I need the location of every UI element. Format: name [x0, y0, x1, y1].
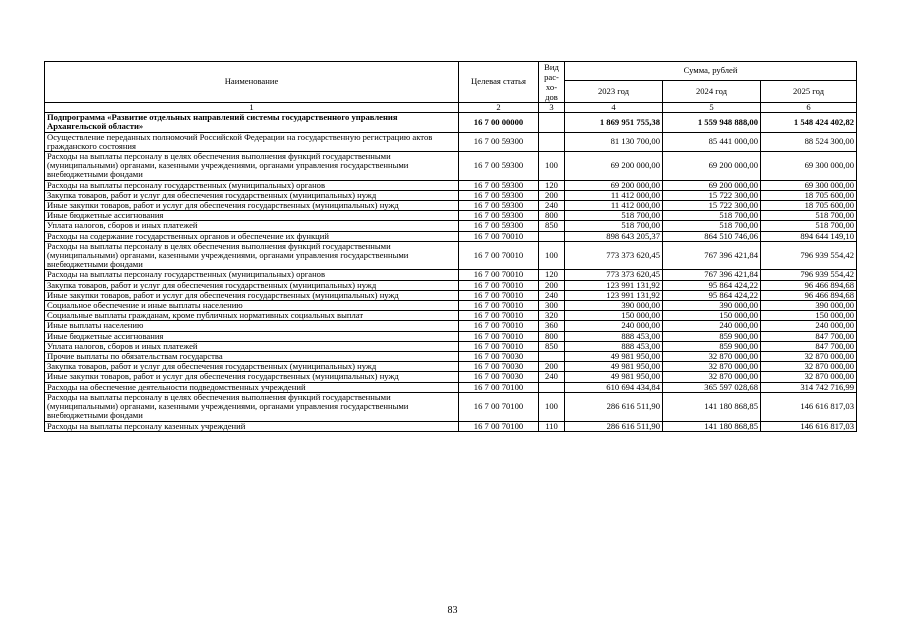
row-sum-2024: 95 864 424,22 — [663, 290, 761, 300]
row-sum-2024: 69 200 000,00 — [663, 152, 761, 181]
row-sum-2025: 390 000,00 — [761, 301, 857, 311]
row-target-article: 16 7 00 59300 — [459, 201, 539, 211]
row-target-article: 16 7 00 70010 — [459, 270, 539, 280]
row-expense-type — [539, 231, 565, 241]
row-sum-2025: 847 700,00 — [761, 331, 857, 341]
row-name: Закупка товаров, работ и услуг для обеспечения государственных (муниципальных) нужд — [45, 280, 459, 290]
row-sum-2025: 18 705 600,00 — [761, 201, 857, 211]
row-expense-type — [539, 352, 565, 362]
row-sum-2023: 123 991 131,92 — [565, 290, 663, 300]
row-sum-2025: 150 000,00 — [761, 311, 857, 321]
table-row — [45, 241, 857, 270]
row-sum-2024: 32 870 000,00 — [663, 362, 761, 372]
row-sum-2023: 49 981 950,00 — [565, 372, 663, 382]
table-row — [45, 382, 857, 392]
row-expense-type: 240 — [539, 290, 565, 300]
column-number: 3 — [539, 103, 565, 113]
row-sum-2024: 390 000,00 — [663, 301, 761, 311]
row-expense-type: 120 — [539, 270, 565, 280]
header-row — [45, 62, 857, 81]
row-sum-2023: 888 453,00 — [565, 341, 663, 351]
row-sum-2024: 365 597 028,68 — [663, 382, 761, 392]
table-row — [45, 362, 857, 372]
row-target-article: 16 7 00 70010 — [459, 301, 539, 311]
table-row — [45, 211, 857, 221]
row-sum-2023: 286 616 511,90 — [565, 421, 663, 431]
table-row — [45, 180, 857, 190]
row-sum-2025: 96 466 894,68 — [761, 290, 857, 300]
row-target-article: 16 7 00 70010 — [459, 311, 539, 321]
row-target-article: 16 7 00 70010 — [459, 331, 539, 341]
row-target-article: 16 7 00 59300 — [459, 211, 539, 221]
row-sum-2023: 49 981 950,00 — [565, 362, 663, 372]
row-sum-2024: 85 441 000,00 — [663, 132, 761, 151]
row-sum-2024: 150 000,00 — [663, 311, 761, 321]
row-expense-type — [539, 113, 565, 132]
row-expense-type: 100 — [539, 392, 565, 421]
row-sum-2025: 1 548 424 402,82 — [761, 113, 857, 132]
row-name: Иные закупки товаров, работ и услуг для обеспечения государственных (муниципальных) нужд — [45, 290, 459, 300]
row-sum-2025: 847 700,00 — [761, 341, 857, 351]
row-expense-type: 320 — [539, 311, 565, 321]
row-name: Иные бюджетные ассигнования — [45, 331, 459, 341]
table-row — [45, 321, 857, 331]
table-row — [45, 231, 857, 241]
row-target-article: 16 7 00 70010 — [459, 280, 539, 290]
column-number: 4 — [565, 103, 663, 113]
row-target-article: 16 7 00 70100 — [459, 421, 539, 431]
row-sum-2025: 146 616 817,03 — [761, 392, 857, 421]
row-expense-type — [539, 132, 565, 151]
table-row — [45, 392, 857, 421]
row-target-article: 16 7 00 70030 — [459, 362, 539, 372]
budget-table — [44, 61, 857, 432]
table-row — [45, 201, 857, 211]
row-name: Иные выплаты населению — [45, 321, 459, 331]
row-target-article: 16 7 00 00000 — [459, 113, 539, 132]
table-row — [45, 132, 857, 151]
row-sum-2023: 1 869 951 755,38 — [565, 113, 663, 132]
header-year-2023: 2023 год — [565, 81, 663, 103]
row-sum-2024: 767 396 421,84 — [663, 241, 761, 270]
row-sum-2025: 96 466 894,68 — [761, 280, 857, 290]
row-expense-type: 800 — [539, 211, 565, 221]
row-sum-2024: 859 900,00 — [663, 341, 761, 351]
row-target-article: 16 7 00 59300 — [459, 132, 539, 151]
row-sum-2023: 773 373 620,45 — [565, 241, 663, 270]
row-name: Подпрограмма «Развитие отдельных направлений системы государственного управления Архангельской области» — [45, 113, 459, 132]
row-sum-2025: 518 700,00 — [761, 221, 857, 231]
row-sum-2025: 32 870 000,00 — [761, 352, 857, 362]
row-sum-2024: 69 200 000,00 — [663, 180, 761, 190]
row-target-article: 16 7 00 59300 — [459, 152, 539, 181]
table-row — [45, 290, 857, 300]
row-sum-2024: 32 870 000,00 — [663, 372, 761, 382]
row-name: Иные закупки товаров, работ и услуг для обеспечения государственных (муниципальных) нужд — [45, 201, 459, 211]
row-expense-type: 850 — [539, 341, 565, 351]
row-sum-2024: 864 510 746,06 — [663, 231, 761, 241]
row-name: Уплата налогов, сборов и иных платежей — [45, 341, 459, 351]
row-name: Расходы на обеспечение деятельности подведомственных учреждений — [45, 382, 459, 392]
row-sum-2023: 773 373 620,45 — [565, 270, 663, 280]
row-name: Расходы на выплаты персоналу государственных (муниципальных) органов — [45, 270, 459, 280]
row-sum-2023: 81 130 700,00 — [565, 132, 663, 151]
row-target-article: 16 7 00 59300 — [459, 180, 539, 190]
column-number: 1 — [45, 103, 459, 113]
row-sum-2023: 240 000,00 — [565, 321, 663, 331]
row-sum-2023: 286 616 511,90 — [565, 392, 663, 421]
row-name: Расходы на содержание государственных органов и обеспечение их функций — [45, 231, 459, 241]
row-name: Иные бюджетные ассигнования — [45, 211, 459, 221]
table-row — [45, 190, 857, 200]
row-expense-type: 200 — [539, 190, 565, 200]
row-target-article: 16 7 00 70010 — [459, 341, 539, 351]
row-target-article: 16 7 00 70010 — [459, 231, 539, 241]
header-year-2024: 2024 год — [663, 81, 761, 103]
header-name: Наименование — [45, 62, 459, 103]
row-sum-2023: 390 000,00 — [565, 301, 663, 311]
row-name: Расходы на выплаты персоналу государственных (муниципальных) органов — [45, 180, 459, 190]
row-sum-2024: 32 870 000,00 — [663, 352, 761, 362]
row-expense-type: 200 — [539, 362, 565, 372]
row-expense-type: 360 — [539, 321, 565, 331]
row-expense-type: 800 — [539, 331, 565, 341]
table-row — [45, 352, 857, 362]
header-year-2025: 2025 год — [761, 81, 857, 103]
row-expense-type: 120 — [539, 180, 565, 190]
row-name: Закупка товаров, работ и услуг для обеспечения государственных (муниципальных) нужд — [45, 190, 459, 200]
row-name: Осуществление переданных полномочий Российской Федерации на государственную регистрацию актов гражданского состояния — [45, 132, 459, 151]
row-sum-2023: 518 700,00 — [565, 221, 663, 231]
row-sum-2024: 95 864 424,22 — [663, 280, 761, 290]
row-sum-2024: 15 722 300,00 — [663, 190, 761, 200]
table-row — [45, 221, 857, 231]
row-sum-2025: 69 300 000,00 — [761, 180, 857, 190]
row-expense-type: 300 — [539, 301, 565, 311]
row-sum-2023: 898 643 205,37 — [565, 231, 663, 241]
row-target-article: 16 7 00 70010 — [459, 290, 539, 300]
page-number: 83 — [447, 605, 458, 616]
table-row — [45, 331, 857, 341]
table-body — [45, 62, 857, 432]
row-target-article: 16 7 00 70030 — [459, 372, 539, 382]
table-row — [45, 341, 857, 351]
row-sum-2024: 15 722 300,00 — [663, 201, 761, 211]
row-sum-2023: 518 700,00 — [565, 211, 663, 221]
row-target-article: 16 7 00 70030 — [459, 352, 539, 362]
row-sum-2023: 11 412 000,00 — [565, 190, 663, 200]
row-name: Расходы на выплаты персоналу в целях обеспечения выполнения функций государственными (муниципальными) органами, казенными учреждениями, органами управления государственными внебюджетными фондами — [45, 152, 459, 181]
row-name: Иные закупки товаров, работ и услуг для обеспечения государственных (муниципальных) нужд — [45, 372, 459, 382]
row-target-article: 16 7 00 70010 — [459, 241, 539, 270]
table-row — [45, 311, 857, 321]
row-expense-type: 240 — [539, 201, 565, 211]
table-row — [45, 421, 857, 431]
row-target-article: 16 7 00 59300 — [459, 190, 539, 200]
row-sum-2023: 69 200 000,00 — [565, 152, 663, 181]
table-row — [45, 280, 857, 290]
row-name: Прочие выплаты по обязательствам государства — [45, 352, 459, 362]
row-sum-2024: 518 700,00 — [663, 221, 761, 231]
row-sum-2025: 314 742 716,99 — [761, 382, 857, 392]
row-target-article: 16 7 00 59300 — [459, 221, 539, 231]
row-name: Закупка товаров, работ и услуг для обеспечения государственных (муниципальных) нужд — [45, 362, 459, 372]
row-name: Расходы на выплаты персоналу в целях обеспечения выполнения функций государственными (муниципальными) органами, казенными учреждениями, органами управления государственными внебюджетными фондами — [45, 241, 459, 270]
row-target-article: 16 7 00 70100 — [459, 392, 539, 421]
row-sum-2025: 518 700,00 — [761, 211, 857, 221]
row-sum-2023: 11 412 000,00 — [565, 201, 663, 211]
row-sum-2023: 610 694 434,84 — [565, 382, 663, 392]
row-sum-2025: 146 616 817,03 — [761, 421, 857, 431]
row-sum-2024: 141 180 868,85 — [663, 421, 761, 431]
row-name: Уплата налогов, сборов и иных платежей — [45, 221, 459, 231]
row-sum-2023: 123 991 131,92 — [565, 280, 663, 290]
row-sum-2025: 240 000,00 — [761, 321, 857, 331]
row-sum-2024: 767 396 421,84 — [663, 270, 761, 280]
row-sum-2024: 1 559 948 888,00 — [663, 113, 761, 132]
row-expense-type: 200 — [539, 280, 565, 290]
row-sum-2023: 69 200 000,00 — [565, 180, 663, 190]
column-numbers-row — [45, 103, 857, 113]
row-name: Социальное обеспечение и иные выплаты населению — [45, 301, 459, 311]
row-expense-type: 240 — [539, 372, 565, 382]
row-expense-type — [539, 382, 565, 392]
row-sum-2024: 240 000,00 — [663, 321, 761, 331]
row-sum-2023: 49 981 950,00 — [565, 352, 663, 362]
row-expense-type: 850 — [539, 221, 565, 231]
row-sum-2024: 141 180 868,85 — [663, 392, 761, 421]
row-sum-2025: 796 939 554,42 — [761, 241, 857, 270]
row-sum-2025: 88 524 300,00 — [761, 132, 857, 151]
column-number: 5 — [663, 103, 761, 113]
row-sum-2025: 796 939 554,42 — [761, 270, 857, 280]
row-name: Расходы на выплаты персоналу казенных учреждений — [45, 421, 459, 431]
table-row — [45, 152, 857, 181]
row-name: Социальные выплаты гражданам, кроме публичных нормативных социальных выплат — [45, 311, 459, 321]
row-sum-2025: 894 644 149,10 — [761, 231, 857, 241]
column-number: 2 — [459, 103, 539, 113]
table-row — [45, 270, 857, 280]
row-sum-2025: 69 300 000,00 — [761, 152, 857, 181]
table-row — [45, 301, 857, 311]
row-target-article: 16 7 00 70010 — [459, 321, 539, 331]
row-sum-2023: 888 453,00 — [565, 331, 663, 341]
row-sum-2025: 18 705 600,00 — [761, 190, 857, 200]
row-sum-2025: 32 870 000,00 — [761, 362, 857, 372]
column-number: 6 — [761, 103, 857, 113]
header-type: Вид рас-хо-дов — [539, 62, 565, 103]
row-expense-type: 110 — [539, 421, 565, 431]
row-target-article: 16 7 00 70100 — [459, 382, 539, 392]
header-sum: Сумма, рублей — [565, 62, 857, 81]
row-sum-2025: 32 870 000,00 — [761, 372, 857, 382]
row-sum-2024: 859 900,00 — [663, 331, 761, 341]
header-target: Целевая статья — [459, 62, 539, 103]
row-expense-type: 100 — [539, 152, 565, 181]
row-expense-type: 100 — [539, 241, 565, 270]
row-sum-2023: 150 000,00 — [565, 311, 663, 321]
row-name: Расходы на выплаты персоналу в целях обеспечения выполнения функций государственными (муниципальными) органами, казенными учреждениями, органами управления государственными внебюджетными фондами — [45, 392, 459, 421]
table-row — [45, 372, 857, 382]
table-row — [45, 113, 857, 132]
row-sum-2024: 518 700,00 — [663, 211, 761, 221]
